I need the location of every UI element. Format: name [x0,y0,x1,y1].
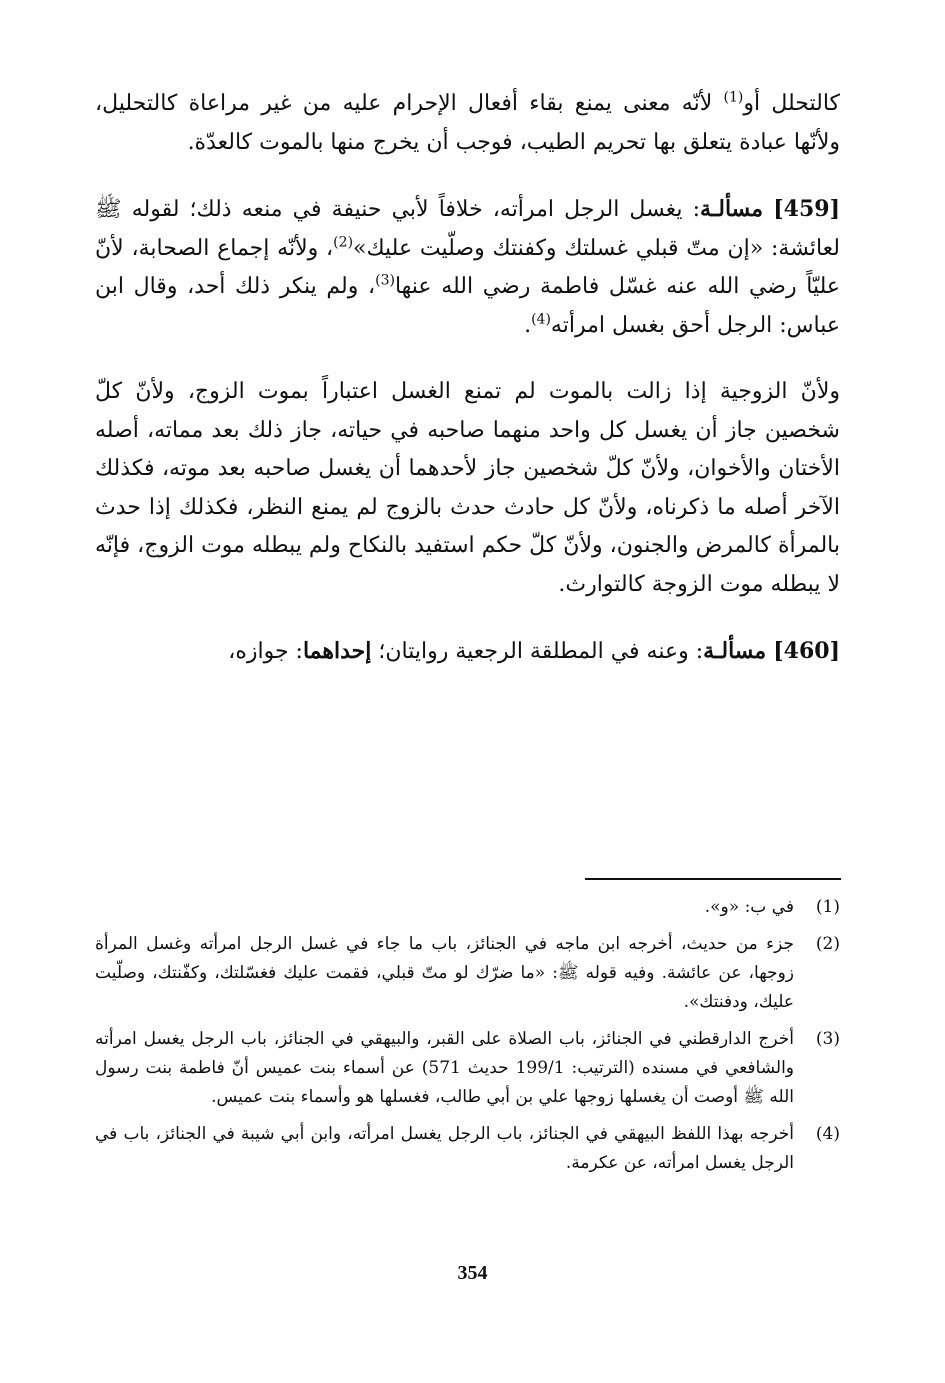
issue-label-460: مسألـة [703,638,767,664]
footnote-text: جزء من حديث، أخرجه ابن ماجه في الجنائز، باب ما جاء في غسل الرجل امرأته وغسل المرأة زوجها، عن عائشة. وفيه قوله ﷺ: «ما ضرّك لو متّ قبلي، فقمت عليك فغسّلتك، وكفّنتك، وصلّيت عليك، ودفنتك». [95,934,794,1012]
footnote-ref-3: (3) [375,272,395,289]
paragraph-459-text-c: ، ولم ينكر ذلك أحد، وقال ابن عباس: الرجل أحق بغسل امرأته [95,274,840,338]
footnote-text: أخرجه بهذا اللفظ البيهقي في الجنائز، باب الرجل يغسل امرأته، وابن أبي شيبة في الجنائز، باب في الرجل يغسل امرأته، عن عكرمة. [95,1124,794,1173]
paragraph-1-text-b: لأنّه معنى يمنع بقاء أفعال الإحرام عليه من غير مراعاة كالتحليل، ولأنّها عبادة يتعلق بها تحريم الطيب، فوجب أن يخرج منها بالموت كالعدّة. [95,91,840,155]
paragraph-460-first-narration: إحداهما [302,638,372,664]
paragraph-460-text-b: : جوازه، [228,639,303,664]
paragraph-1 [95,85,840,162]
paragraph-459-text-a: : يغسل الرجل امرأته، خلافاً لأبي حنيفة في منعه ذلك؛ لقوله ﷺ لعائشة: «إن متّ قبلي غسلتك وكفنتك وصلّيت عليك» [95,197,840,261]
page-number: 354 [457,1262,488,1284]
footnote-number: (1) [815,897,840,917]
main-text [95,85,840,672]
paragraph-459-text-b: ، ولأنّه إجماع الصحابة، لأنّ عليّاً رضي الله عنه غسّل فاطمة رضي الله عنها [95,235,840,299]
footnote-3 [95,1025,840,1112]
paragraph-459-text-d: . [524,312,532,338]
footnote-number: (3) [815,1029,840,1049]
footnote-separator [585,878,841,880]
footnote-4 [95,1120,840,1178]
footnote-ref-4: (4) [531,311,551,328]
issue-number-459: [459] [773,196,840,222]
paragraph-459 [95,190,840,345]
paragraph-460 [95,632,840,672]
footnotes [95,893,840,1186]
footnote-ref-1: (1) [723,89,744,106]
issue-label-459: مسألـة [700,196,764,222]
footnote-1 [95,893,840,922]
footnote-text: أخرج الدارقطني في الجنائز، باب الصلاة على القبر، والبيهقي في الجنائز، باب الرجل يغسل امرأته والشافعي في مسنده (الترتيب: 199/1 حديث 571) عن أسماء بنت عميس أنّ فاطمة بنت رسول الله ﷺ أوصت أن يغسلها زوجها علي بن أبي طالب، فغسلها هو وأسماء بنت عميس. [95,1029,795,1107]
paragraph-460-text-a: : وعنه في المطلقة الرجعية روايتان؛ [371,639,704,664]
footnote-2 [95,930,840,1017]
footnote-number: (2) [815,934,840,954]
footnote-text: في ب: «و». [704,897,794,917]
paragraph-3: ولأنّ الزوجية إذا زالت بالموت لم تمنع الغسل اعتباراً بموت الزوج، ولأنّ كلّ شخصين جاز أن يغسل كل واحد منهما صاحبه في حياته، جاز ذلك بعد مماته، أصله الأختان والأخوان، ولأنّ كلّ شخصين جاز لأحدهما أن يغسل صاحبه بعد موته، فكذلك الآخر أصله ما ذكرناه، ولأنّ كل حادث حدث بالزوج لم يمنع النظر، فكذلك إذا حدث بالمرأة كالمرض والجنون، ولأنّ كلّ حكم استفيد بالنكاح ولم يبطله موت الزوج، فإنّه لا يبطله موت الزوجة كالتوارث. [95,379,840,597]
footnote-ref-2: (2) [333,234,354,251]
footnote-number: (4) [815,1124,840,1144]
paragraph-1-text-a: كالتحلل أو [743,91,841,116]
issue-number-460: [460] [773,638,840,664]
